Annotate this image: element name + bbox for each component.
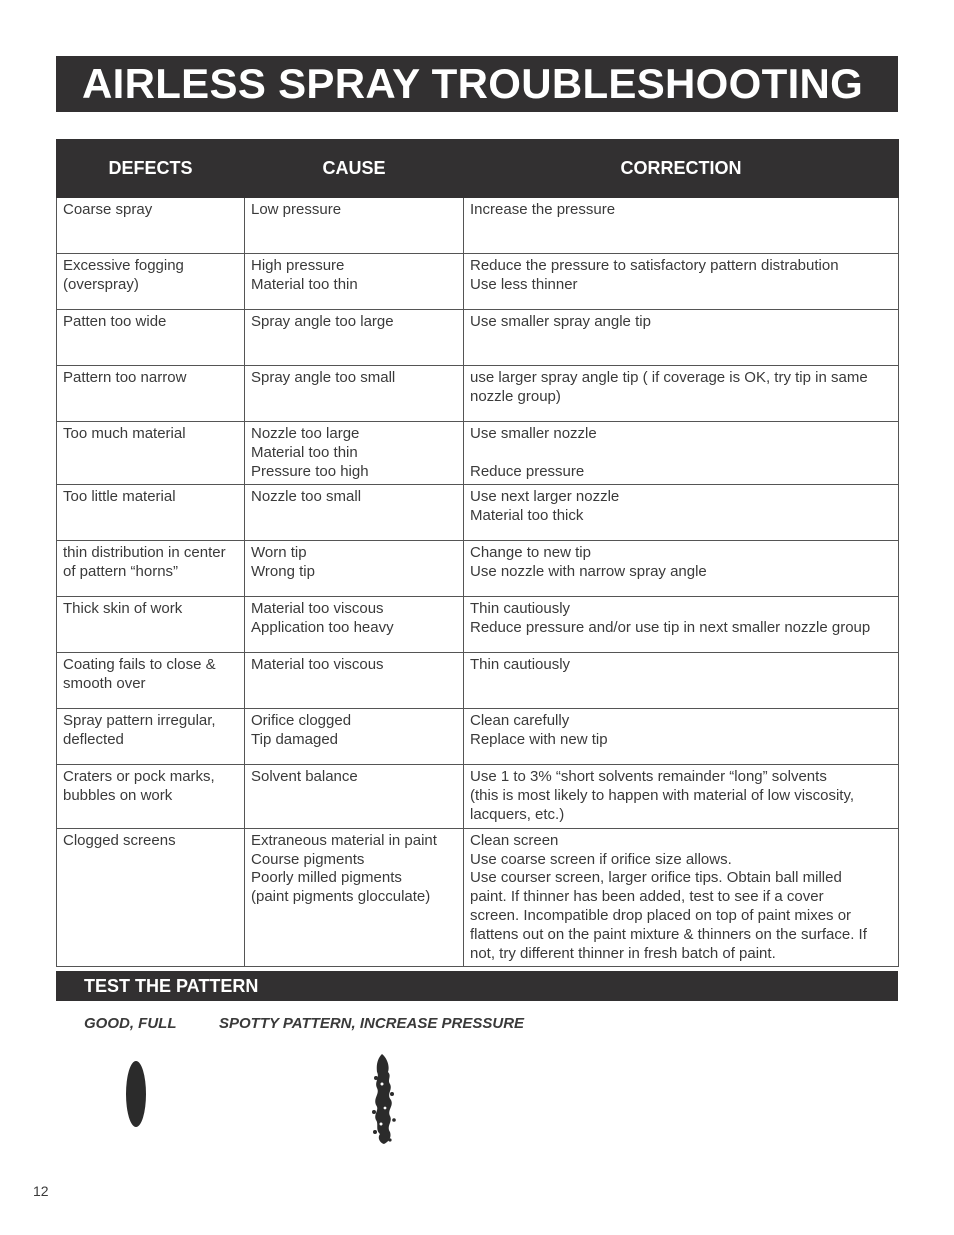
correction-cell	[464, 541, 899, 597]
page-number: 12	[33, 1183, 49, 1199]
defect-cell	[57, 828, 245, 967]
cause-cell	[245, 597, 464, 653]
defect-cell	[57, 709, 245, 765]
cell-line: Tip damaged	[251, 731, 338, 749]
cell-line: Application too heavy	[251, 619, 394, 637]
cell-line: bubbles on work	[63, 787, 173, 805]
table-row	[57, 366, 899, 422]
cell-line: lacquers, etc.)	[470, 805, 565, 823]
page-title: AIRLESS SPRAY TROUBLESHOOTING	[56, 56, 898, 112]
cause-cell	[245, 541, 464, 597]
good-pattern-shape	[122, 1058, 152, 1130]
cause-cell	[245, 198, 464, 254]
cell-line: flattens out on the paint mixture & thinners on the surface. If	[470, 925, 867, 943]
spotty-pattern-label: SPOTTY PATTERN, INCREASE PRESSURE	[219, 1015, 525, 1032]
table-row	[57, 254, 899, 310]
cell-line: Solvent balance	[251, 768, 358, 786]
table-row	[57, 198, 899, 254]
defect-cell	[57, 653, 245, 709]
table-row	[57, 422, 899, 485]
spotty-pattern-shape	[368, 1050, 400, 1148]
cell-line: thin distribution in center	[63, 544, 226, 562]
cause-cell	[245, 828, 464, 967]
correction-cell	[464, 310, 899, 366]
cell-line: of pattern “horns”	[63, 563, 179, 581]
cell-line: Material too viscous	[251, 656, 384, 674]
defect-cell	[57, 765, 245, 828]
cell-line: Use next larger nozzle	[470, 488, 620, 506]
cell-line: Use nozzle with narrow spray angle	[470, 563, 707, 581]
cell-line: Clogged screens	[63, 831, 176, 849]
cell-line: Nozzle too large	[251, 425, 360, 442]
table-header-row	[57, 140, 899, 198]
cause-cell	[245, 765, 464, 828]
cell-line: Excessive fogging	[63, 257, 184, 274]
cell-line: Clean carefully	[470, 712, 570, 730]
cell-line: Coarse spray	[63, 201, 153, 218]
cell-line: Too little material	[63, 488, 176, 506]
cell-line: Low pressure	[251, 201, 342, 218]
cell-line: paint. If thinner has been added, test to see if a cover	[470, 888, 824, 906]
cell-line: Too much material	[63, 425, 186, 442]
defect-cell	[57, 485, 245, 541]
header-defects: DEFECTS	[57, 140, 245, 198]
cell-line: Spray angle too large	[251, 313, 394, 330]
cell-line: Thick skin of work	[63, 600, 183, 618]
cell-line: Spray angle too small	[251, 369, 396, 386]
cell-line: (this is most likely to happen with material of low viscosity,	[470, 787, 855, 805]
cell-line: Use smaller nozzle	[470, 425, 597, 442]
cell-line: Increase the pressure	[470, 201, 616, 218]
cell-line: Patten too wide	[63, 313, 167, 330]
cell-line: High pressure	[251, 257, 345, 274]
cause-cell	[245, 366, 464, 422]
table-body	[57, 198, 899, 967]
cell-line: Pattern too narrow	[63, 369, 187, 386]
table-row	[57, 310, 899, 366]
cause-cell	[245, 653, 464, 709]
cell-line: use larger spray angle tip ( if coverage is OK, try tip in same	[470, 369, 868, 386]
table-row	[57, 828, 899, 967]
cell-line: Nozzle too small	[251, 488, 362, 506]
cell-line: Clean screen	[470, 831, 559, 849]
cell-line: (paint pigments glocculate)	[251, 888, 431, 906]
cell-line: Orifice clogged	[251, 712, 352, 730]
cell-line: Change to new tip	[470, 544, 591, 562]
cause-cell	[245, 310, 464, 366]
correction-cell	[464, 198, 899, 254]
cell-line: Pressure too high	[251, 462, 369, 480]
cell-line: Extraneous material in paint	[251, 831, 437, 849]
cell-line: Replace with new tip	[470, 731, 608, 749]
defect-cell	[57, 422, 245, 485]
cell-line: Spray pattern irregular,	[63, 712, 216, 730]
correction-cell	[464, 485, 899, 541]
defect-cell	[57, 198, 245, 254]
cell-line	[470, 444, 892, 463]
table-row	[57, 709, 899, 765]
cell-line: screen. Incompatible drop placed on top of paint mixes or	[470, 906, 852, 924]
defect-cell	[57, 366, 245, 422]
header-correction: CORRECTION	[464, 140, 899, 198]
cell-line: (overspray)	[63, 275, 139, 293]
cell-line: Worn tip	[251, 544, 307, 562]
cause-cell	[245, 485, 464, 541]
cell-line: Reduce pressure and/or use tip in next smaller nozzle group	[470, 619, 871, 637]
defect-cell	[57, 541, 245, 597]
cause-cell	[245, 254, 464, 310]
correction-cell	[464, 828, 899, 967]
good-pattern-label: GOOD, FULL	[84, 1015, 177, 1032]
troubleshooting-table	[56, 139, 899, 967]
correction-cell	[464, 653, 899, 709]
cell-line: deflected	[63, 731, 124, 749]
defect-cell	[57, 310, 245, 366]
cell-line: Use less thinner	[470, 275, 578, 293]
cell-line: Poorly milled pigments	[251, 869, 402, 887]
cell-line: Reduce the pressure to satisfactory pattern distrabution	[470, 257, 839, 274]
correction-cell	[464, 709, 899, 765]
defect-cell	[57, 597, 245, 653]
test-pattern-heading: TEST THE PATTERN	[56, 971, 898, 1001]
cell-line: Thin cautiously	[470, 600, 571, 618]
cause-cell	[245, 422, 464, 485]
defect-cell	[57, 254, 245, 310]
cell-line: Use smaller spray angle tip	[470, 313, 651, 330]
header-cause: CAUSE	[245, 140, 464, 198]
cell-line: Reduce pressure	[470, 462, 585, 480]
table-row	[57, 485, 899, 541]
cell-line: Material too thick	[470, 507, 584, 525]
cell-line: Course pigments	[251, 850, 365, 868]
cell-line: nozzle group)	[470, 387, 561, 405]
cell-line: Coating fails to close &	[63, 656, 216, 674]
correction-cell	[464, 254, 899, 310]
cell-line: not, try different thinner in fresh batch of paint.	[470, 944, 776, 962]
correction-cell	[464, 597, 899, 653]
cell-line: Use 1 to 3% “short solvents remainder “long” solvents	[470, 768, 827, 786]
cell-line: Material too thin	[251, 275, 358, 293]
cell-line: Use courser screen, larger orifice tips. Obtain ball milled	[470, 869, 842, 887]
table-row	[57, 541, 899, 597]
correction-cell	[464, 366, 899, 422]
cell-line: smooth over	[63, 675, 146, 693]
table-row	[57, 765, 899, 828]
correction-cell	[464, 422, 899, 485]
correction-cell	[464, 765, 899, 828]
cell-line: Material too viscous	[251, 600, 384, 618]
table-row	[57, 653, 899, 709]
cell-line: Thin cautiously	[470, 656, 571, 674]
cell-line: Use coarse screen if orifice size allows.	[470, 850, 732, 868]
cause-cell	[245, 709, 464, 765]
cell-line: Wrong tip	[251, 563, 315, 581]
cell-line: Material too thin	[251, 443, 358, 461]
cell-line: Craters or pock marks,	[63, 768, 215, 786]
table-row	[57, 597, 899, 653]
